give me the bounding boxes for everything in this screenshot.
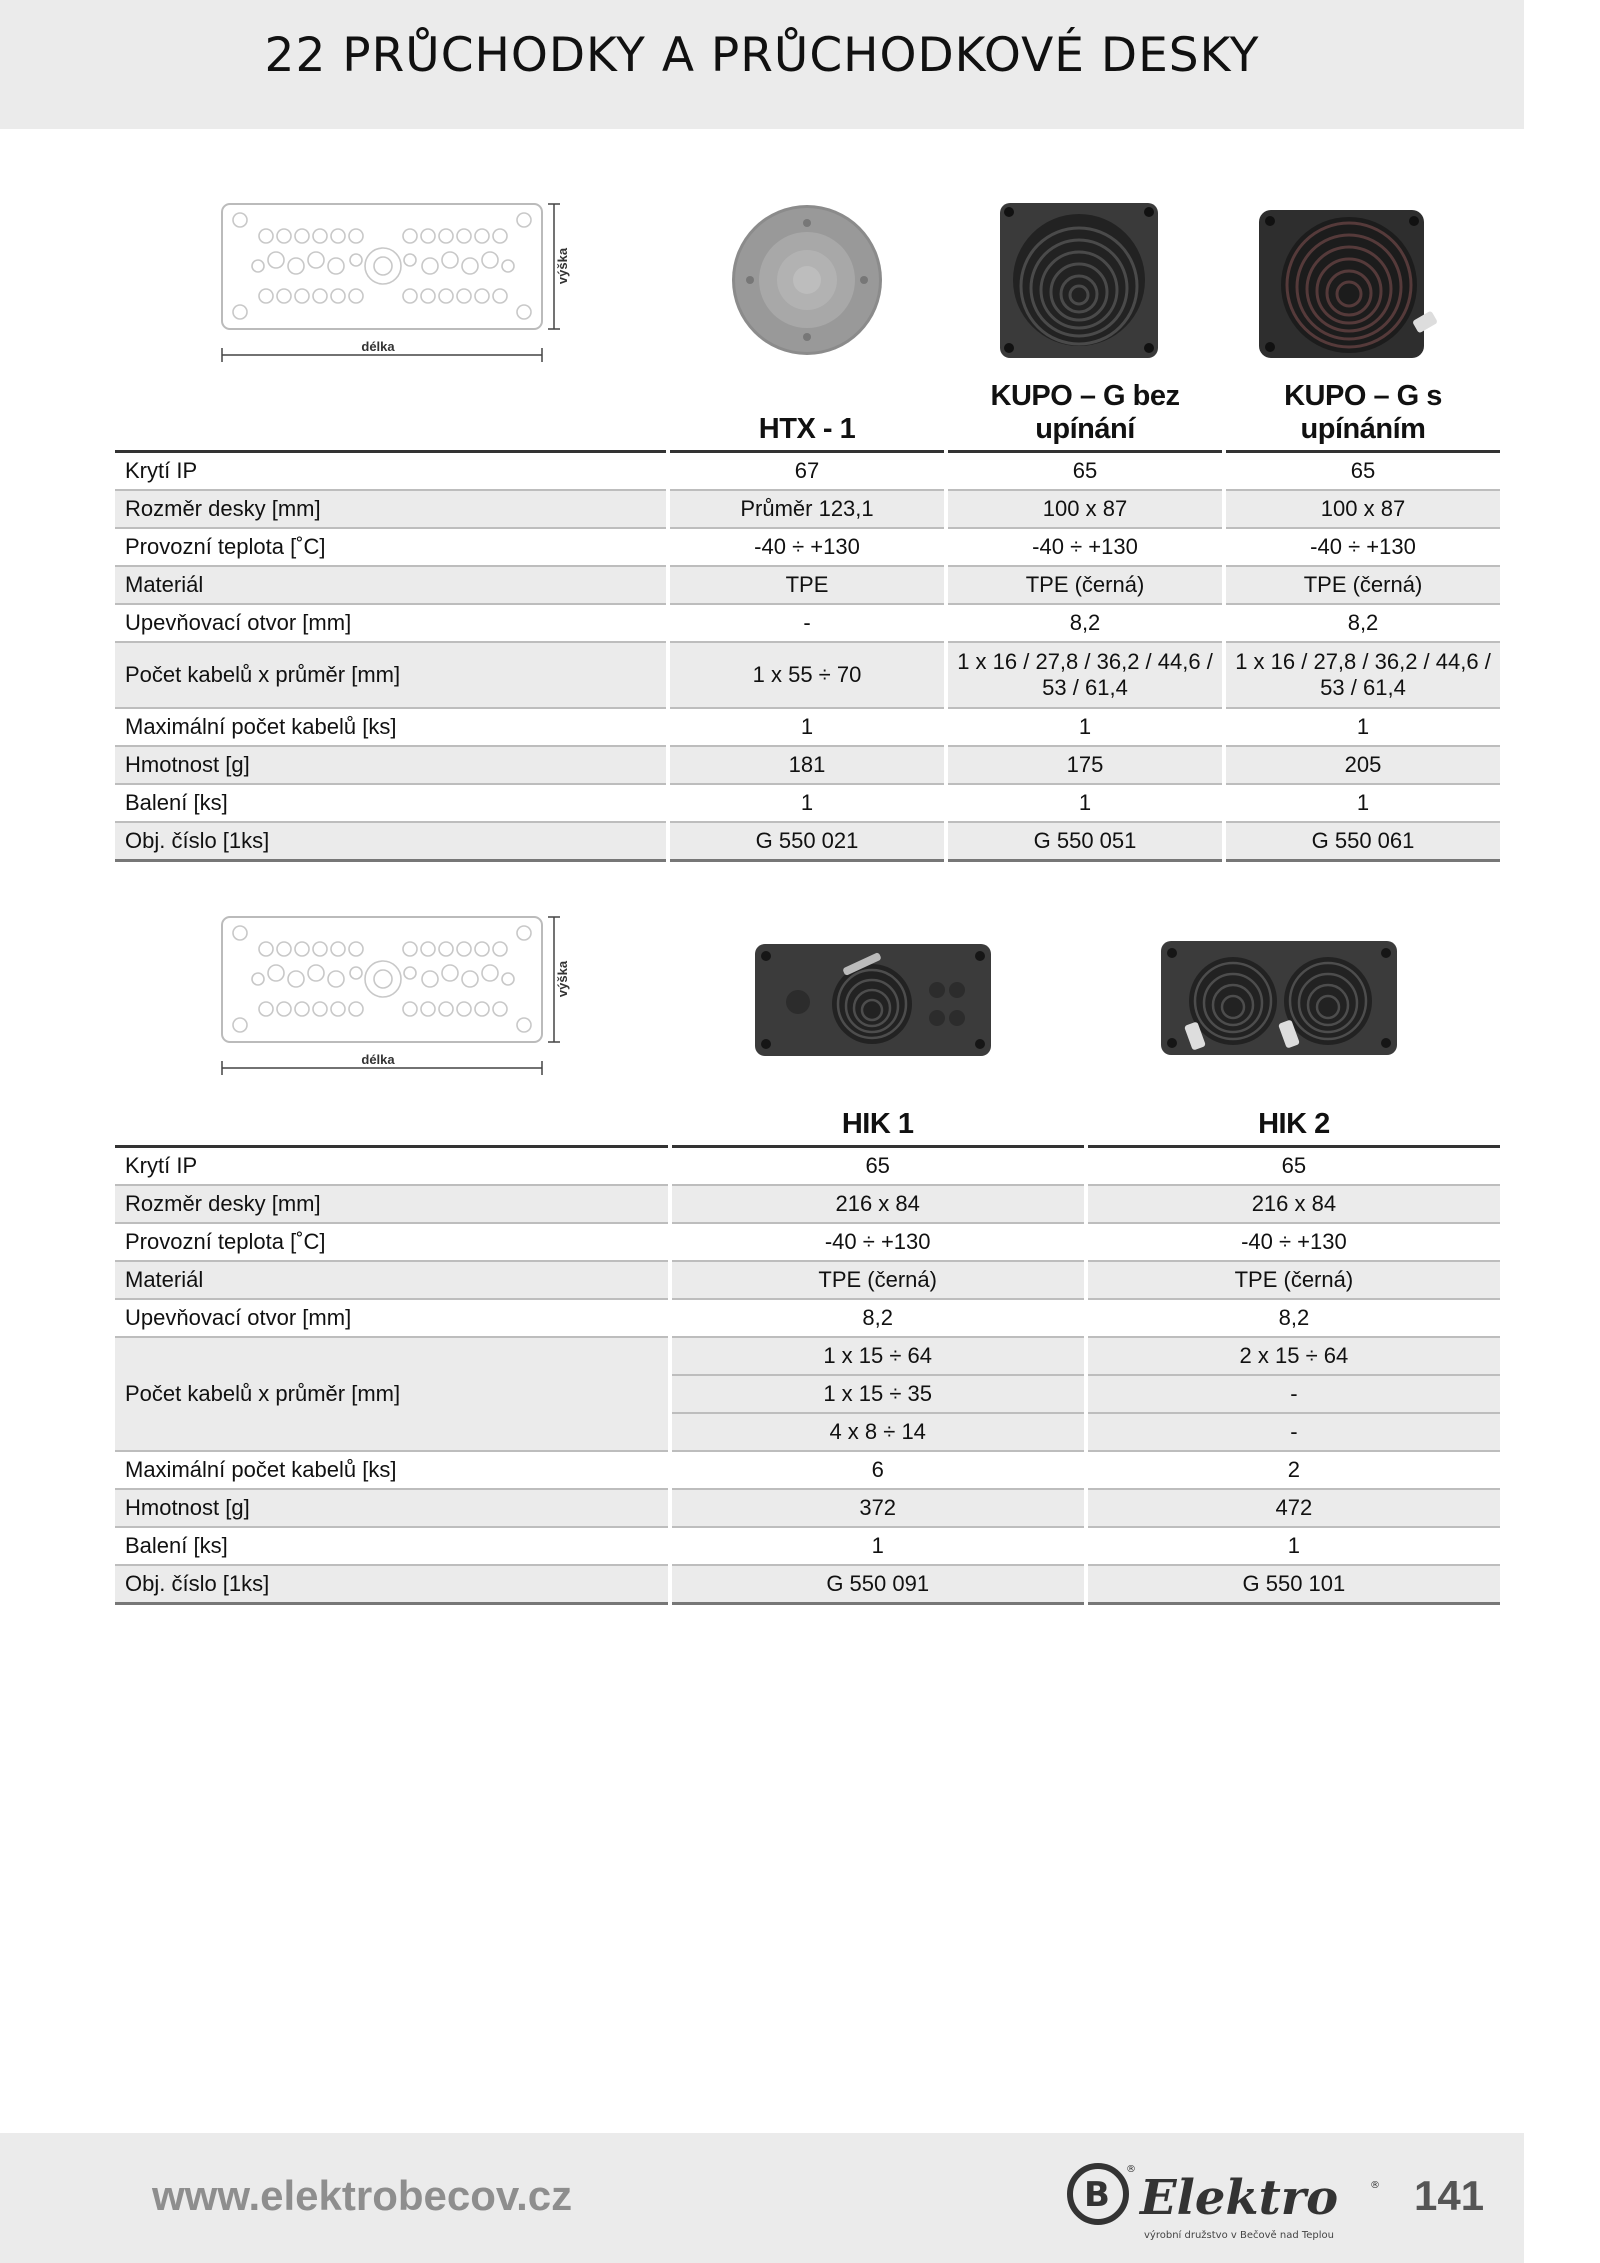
column-header: KUPO – G bez upínání	[948, 380, 1222, 453]
cell: 372	[672, 1490, 1084, 1528]
spec-table-2	[111, 1093, 1504, 1605]
length-label: délka	[361, 339, 395, 354]
row-label: Balení [ks]	[115, 1528, 668, 1566]
elektro-logo	[1066, 2158, 1386, 2244]
cell: TPE (černá)	[1088, 1262, 1500, 1300]
row-label: Upevňovací otvor [mm]	[115, 1300, 668, 1338]
plate-dimension-diagram-2	[218, 913, 568, 1078]
table-row	[115, 1224, 1500, 1262]
cell: 4 x 8 ÷ 14	[672, 1414, 1084, 1452]
hik-1-photo	[752, 940, 994, 1060]
svg-text:®: ®	[1126, 2164, 1136, 2175]
cell: TPE (černá)	[948, 567, 1222, 605]
row-label: Hmotnost [g]	[115, 1490, 668, 1528]
cell: 100 x 87	[948, 491, 1222, 529]
table-row	[115, 567, 1500, 605]
row-label: Obj. číslo [1ks]	[115, 1566, 668, 1605]
header-blank	[115, 380, 666, 453]
row-label: Maximální počet kabelů [ks]	[115, 1452, 668, 1490]
cell: 67	[670, 453, 944, 491]
cell: 8,2	[1088, 1300, 1500, 1338]
row-label: Provozní teplota [˚C]	[115, 1224, 668, 1262]
header-blank	[115, 1093, 668, 1148]
table-row	[115, 1338, 1500, 1376]
cell: 1 x 16 / 27,8 / 36,2 / 44,6 / 53 / 61,4	[948, 643, 1222, 709]
cell: 1	[948, 785, 1222, 823]
cell: 1	[948, 709, 1222, 747]
cell: 205	[1226, 747, 1500, 785]
row-label: Rozměr desky [mm]	[115, 491, 666, 529]
svg-text:B: B	[1084, 2175, 1110, 2215]
table-row	[115, 1148, 1500, 1186]
logo-subtitle: výrobní družstvo v Bečově nad Teplou	[1144, 2230, 1334, 2241]
cell: 2 x 15 ÷ 64	[1088, 1338, 1500, 1376]
cell: 65	[672, 1148, 1084, 1186]
plate-dimension-diagram	[218, 200, 568, 365]
column-header: HTX - 1	[670, 380, 944, 453]
cell: 8,2	[948, 605, 1222, 643]
cell: 8,2	[1226, 605, 1500, 643]
table-row	[115, 605, 1500, 643]
kupo-g-s-upinanim-photo	[1254, 205, 1444, 363]
table-row	[115, 785, 1500, 823]
cell: -40 ÷ +130	[1088, 1224, 1500, 1262]
kupo-g-bez-upinani-photo	[995, 198, 1165, 363]
table-row	[115, 643, 1500, 709]
cell: -40 ÷ +130	[948, 529, 1222, 567]
cell: 472	[1088, 1490, 1500, 1528]
cell: 216 x 84	[672, 1186, 1084, 1224]
cell: 100 x 87	[1226, 491, 1500, 529]
cell: 1	[670, 785, 944, 823]
row-label: Upevňovací otvor [mm]	[115, 605, 666, 643]
cell: 8,2	[672, 1300, 1084, 1338]
spec-table-1	[111, 380, 1504, 862]
row-label: Hmotnost [g]	[115, 747, 666, 785]
cell: 216 x 84	[1088, 1186, 1500, 1224]
cell: G 550 091	[672, 1566, 1084, 1605]
cell: -	[1088, 1414, 1500, 1452]
table-row	[115, 747, 1500, 785]
row-label: Krytí IP	[115, 1148, 668, 1186]
height-label: výška	[555, 247, 570, 285]
cell: -	[670, 605, 944, 643]
hik-2-photo	[1158, 937, 1400, 1059]
table-row	[115, 453, 1500, 491]
cell: 175	[948, 747, 1222, 785]
row-label: Materiál	[115, 567, 666, 605]
cell: 65	[948, 453, 1222, 491]
cell: G 550 021	[670, 823, 944, 862]
htx-1-photo	[730, 203, 885, 358]
column-header: HIK 1	[672, 1093, 1084, 1148]
table-row	[115, 491, 1500, 529]
logo-wordmark: Elektro	[1140, 2170, 1339, 2226]
cell: -40 ÷ +130	[672, 1224, 1084, 1262]
row-label: Obj. číslo [1ks]	[115, 823, 666, 862]
cell: G 550 101	[1088, 1566, 1500, 1605]
row-label: Krytí IP	[115, 453, 666, 491]
svg-text:®: ®	[1370, 2180, 1380, 2191]
table-row	[115, 1490, 1500, 1528]
row-label: Počet kabelů x průměr [mm]	[115, 1338, 668, 1452]
column-header: HIK 2	[1088, 1093, 1500, 1148]
row-label: Balení [ks]	[115, 785, 666, 823]
table-row	[115, 1186, 1500, 1224]
cell: 1	[1226, 709, 1500, 747]
cell: 1 x 15 ÷ 64	[672, 1338, 1084, 1376]
cell: 6	[672, 1452, 1084, 1490]
table-row	[115, 529, 1500, 567]
cell: 2	[1088, 1452, 1500, 1490]
footer-url[interactable]: www.elektrobecov.cz	[152, 2172, 573, 2219]
cell: 65	[1226, 453, 1500, 491]
length-label: délka	[361, 1052, 395, 1067]
table-header-row	[115, 1093, 1500, 1148]
cell: 1 x 55 ÷ 70	[670, 643, 944, 709]
height-label: výška	[555, 960, 570, 998]
cell: 1 x 16 / 27,8 / 36,2 / 44,6 / 53 / 61,4	[1226, 643, 1500, 709]
table-header-row	[115, 380, 1500, 453]
row-label: Provozní teplota [˚C]	[115, 529, 666, 567]
table-row	[115, 1262, 1500, 1300]
page-number: 141	[1414, 2172, 1485, 2219]
page-title: 22 PRŮCHODKY A PRŮCHODKOVÉ DESKY	[264, 28, 1260, 83]
cell: -40 ÷ +130	[1226, 529, 1500, 567]
table-row	[115, 1300, 1500, 1338]
cell: Průměr 123,1	[670, 491, 944, 529]
row-label: Počet kabelů x průměr [mm]	[115, 643, 666, 709]
column-header: KUPO – G s upínáním	[1226, 380, 1500, 453]
cell: -40 ÷ +130	[670, 529, 944, 567]
cell: G 550 061	[1226, 823, 1500, 862]
cell: 181	[670, 747, 944, 785]
table-row	[115, 1528, 1500, 1566]
cell: TPE	[670, 567, 944, 605]
cell: -	[1088, 1376, 1500, 1414]
cell: 65	[1088, 1148, 1500, 1186]
row-label: Maximální počet kabelů [ks]	[115, 709, 666, 747]
row-label: Rozměr desky [mm]	[115, 1186, 668, 1224]
cell: G 550 051	[948, 823, 1222, 862]
cell: TPE (černá)	[672, 1262, 1084, 1300]
cell: 1 x 15 ÷ 35	[672, 1376, 1084, 1414]
cell: 1	[1088, 1528, 1500, 1566]
cell: 1	[672, 1528, 1084, 1566]
table-row	[115, 709, 1500, 747]
cell: TPE (černá)	[1226, 567, 1500, 605]
table-row	[115, 1452, 1500, 1490]
row-label: Materiál	[115, 1262, 668, 1300]
cell: 1	[670, 709, 944, 747]
table-row	[115, 1566, 1500, 1605]
table-row	[115, 823, 1500, 862]
cell: 1	[1226, 785, 1500, 823]
